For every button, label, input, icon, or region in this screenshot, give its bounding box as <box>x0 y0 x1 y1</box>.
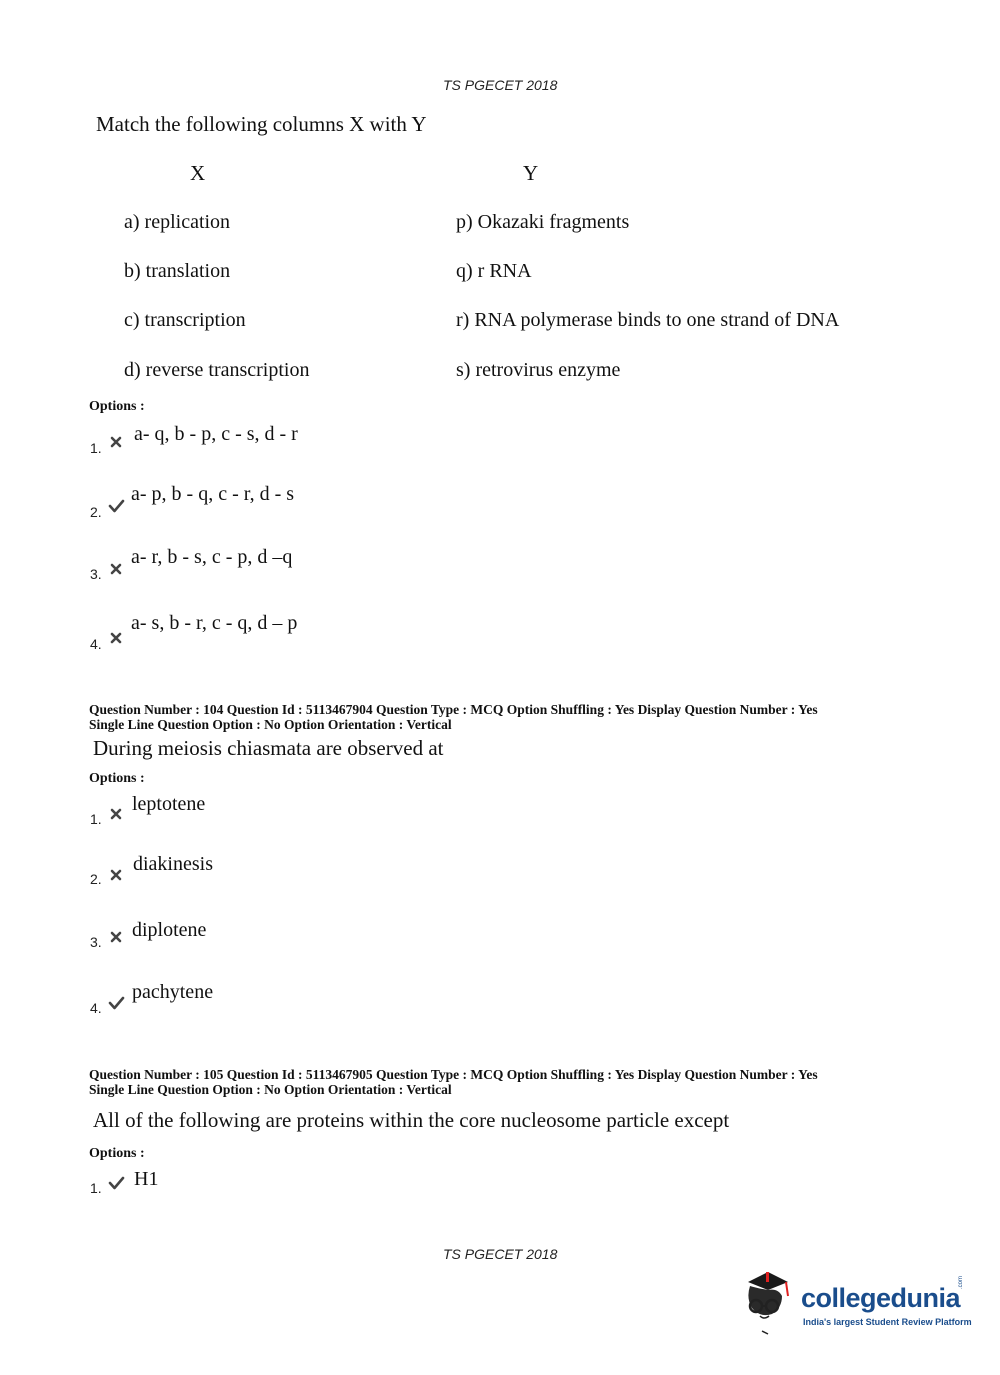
option-number: 2. <box>90 871 102 887</box>
options-label: Options : <box>89 1146 145 1161</box>
option-text: a- r, b - s, c - p, d –q <box>131 546 293 568</box>
option-number: 3. <box>90 934 102 950</box>
option-number: 1. <box>90 440 102 456</box>
question-text: During meiosis chiasmata are observed at <box>93 736 444 760</box>
option-number: 2. <box>90 504 102 520</box>
options-label: Options : <box>89 399 145 414</box>
match-right-r: r) RNA polymerase binds to one strand of DNA <box>456 309 840 331</box>
check-icon <box>108 1176 125 1190</box>
option-number: 1. <box>90 811 102 827</box>
cross-icon <box>110 632 122 644</box>
logo-wordmark: collegedunia <box>801 1283 961 1313</box>
cross-icon <box>110 808 122 820</box>
option-number: 4. <box>90 636 102 652</box>
match-right-s: s) retrovirus enzyme <box>456 359 621 381</box>
option-text: H1 <box>134 1168 159 1190</box>
column-y-header: Y <box>523 161 539 185</box>
question-metadata: Question Number : 104 Question Id : 5113467904 Question Type : MCQ Option Shuffling : Yes Display Question Number : Yes <box>89 702 818 717</box>
option-text: a- q, b - p, c - s, d - r <box>134 423 298 445</box>
option-number: 3. <box>90 566 102 582</box>
cross-icon <box>110 869 122 881</box>
match-left-a: a) replication <box>124 211 231 233</box>
match-right-p: p) Okazaki fragments <box>456 211 630 233</box>
option-text: a- p, b - q, c - r, d - s <box>131 483 295 505</box>
cross-icon <box>110 563 122 575</box>
check-icon <box>108 499 125 513</box>
match-left-b: b) translation <box>124 260 231 282</box>
column-x-header: X <box>190 161 206 185</box>
logo-com: .com <box>958 1275 964 1289</box>
option-text: pachytene <box>132 981 214 1003</box>
collegedunia-mascot-icon <box>742 1268 792 1338</box>
cross-icon <box>110 931 122 943</box>
question-metadata: Question Number : 105 Question Id : 5113467905 Question Type : MCQ Option Shuffling : Yes Display Question Number : Yes <box>89 1067 818 1082</box>
option-number: 4. <box>90 1000 102 1016</box>
match-left-d: d) reverse transcription <box>124 359 310 381</box>
question-text: Match the following columns X with Y <box>96 112 427 136</box>
page-footer: TS PGECET 2018 <box>443 1246 558 1262</box>
option-number: 1. <box>90 1180 102 1196</box>
page-header: TS PGECET 2018 <box>443 77 558 93</box>
match-right-q: q) r RNA <box>456 260 532 282</box>
logo-tagline: India's largest Student Review Platform <box>803 1317 972 1327</box>
option-text: diakinesis <box>133 853 213 875</box>
option-text: leptotene <box>132 793 206 815</box>
options-label: Options : <box>89 771 145 786</box>
cross-icon <box>110 436 122 448</box>
question-metadata-2: Single Line Question Option : No Option Orientation : Vertical <box>89 1082 452 1097</box>
option-text: diplotene <box>132 919 207 941</box>
check-icon <box>108 996 125 1010</box>
match-left-c: c) transcription <box>124 309 246 331</box>
question-text: All of the following are proteins within the core nucleosome particle except <box>93 1108 730 1132</box>
option-text: a- s, b - r, c - q, d – p <box>131 612 298 634</box>
question-metadata-2: Single Line Question Option : No Option Orientation : Vertical <box>89 717 452 732</box>
